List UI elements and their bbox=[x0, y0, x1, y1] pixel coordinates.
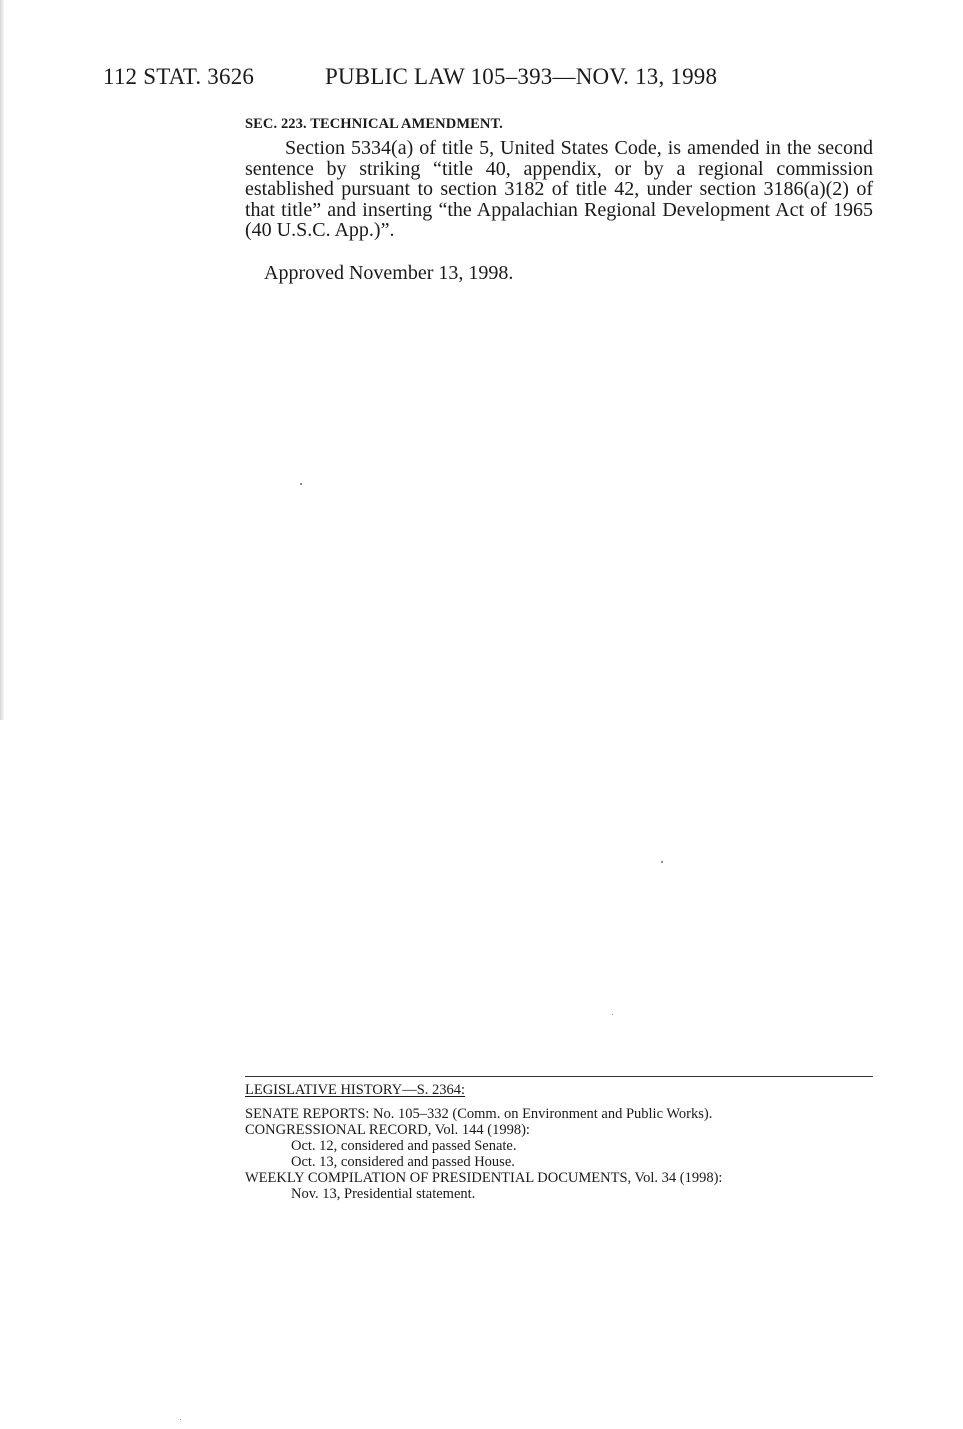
approval-line: Approved November 13, 1998. bbox=[264, 262, 514, 284]
scan-speck bbox=[300, 483, 302, 485]
history-line: SENATE REPORTS: No. 105–332 (Comm. on Environment and Public Works). bbox=[245, 1106, 713, 1122]
history-line: WEEKLY COMPILATION OF PRESIDENTIAL DOCUMENTS, Vol. 34 (1998): bbox=[245, 1170, 723, 1186]
section-body: Section 5334(a) of title 5, United States Code, is amended in the second sentence by striking “title 40, appendix, or by a regional commission established pursuant to section 3182 of title 42, under section 3186(a)(2) of that title” and inserting “the Appalachian Regional Development Act of 1965 (40 U.S.C. App.)”. bbox=[245, 137, 873, 241]
legislative-history-list bbox=[245, 1106, 885, 1202]
footnote-rule bbox=[245, 1076, 873, 1077]
section-heading: SEC. 223. TECHNICAL AMENDMENT. bbox=[245, 116, 503, 132]
scan-speck bbox=[612, 1014, 613, 1015]
public-law-title: PUBLIC LAW 105–393—NOV. 13, 1998 bbox=[325, 64, 718, 89]
history-line: Oct. 12, considered and passed Senate. bbox=[291, 1138, 517, 1154]
history-line: Nov. 13, Presidential statement. bbox=[291, 1186, 476, 1202]
scan-speck bbox=[180, 1419, 181, 1420]
stat-citation: 112 STAT. 3626 bbox=[103, 64, 255, 89]
scan-edge-shadow bbox=[0, 0, 4, 720]
scan-speck bbox=[661, 861, 663, 863]
history-line: CONGRESSIONAL RECORD, Vol. 144 (1998): bbox=[245, 1122, 530, 1138]
history-line: Oct. 13, considered and passed House. bbox=[291, 1154, 515, 1170]
legislative-history-title: LEGISLATIVE HISTORY—S. 2364: bbox=[245, 1082, 466, 1098]
page-header bbox=[103, 64, 803, 94]
legislative-history bbox=[245, 1082, 885, 1202]
